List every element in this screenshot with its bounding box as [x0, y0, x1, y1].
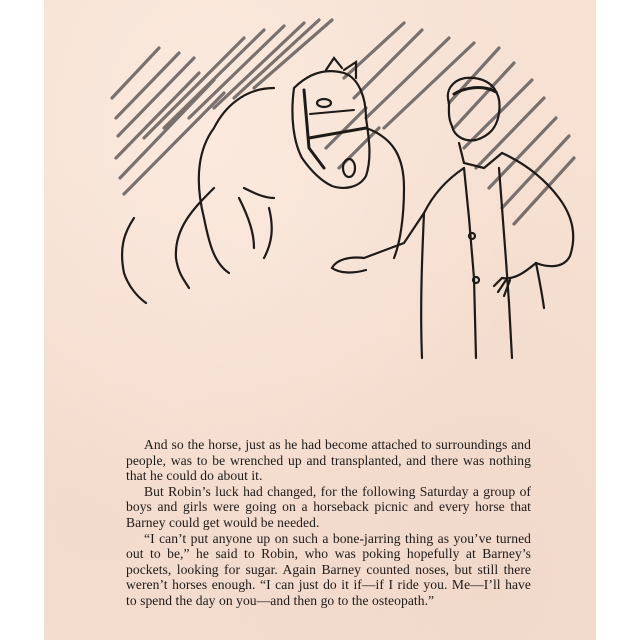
paragraph-1: And so the horse, just as he had become attached to surroundings and people, was to be wrenched up and transplanted, and there was nothing that he could do about it. [126, 437, 531, 484]
body-text [126, 437, 531, 609]
man-drawing [332, 78, 573, 358]
pencil-hatching [112, 20, 574, 224]
horse-drawing [122, 58, 404, 303]
illustration-horse-and-man [104, 18, 584, 378]
book-page [44, 0, 596, 640]
paragraph-3: “I can’t put anyone up on such a bone-jarring thing as you’ve turned out to be,” he said to Robin, who was poking hopefully at Barney’s pockets, looking for sugar. Again Barney counted noses, but still there weren’t horses enough. “I can just do it if—if I ride you. Me—I’ll have to spend the day on you—and then go to the osteopath.” [126, 530, 531, 608]
sketch-image [104, 18, 584, 378]
paragraph-2: But Robin’s luck had changed, for the following Saturday a group of boys and girls were going on a horseback picnic and every horse that Barney could get would be needed. [126, 483, 531, 530]
